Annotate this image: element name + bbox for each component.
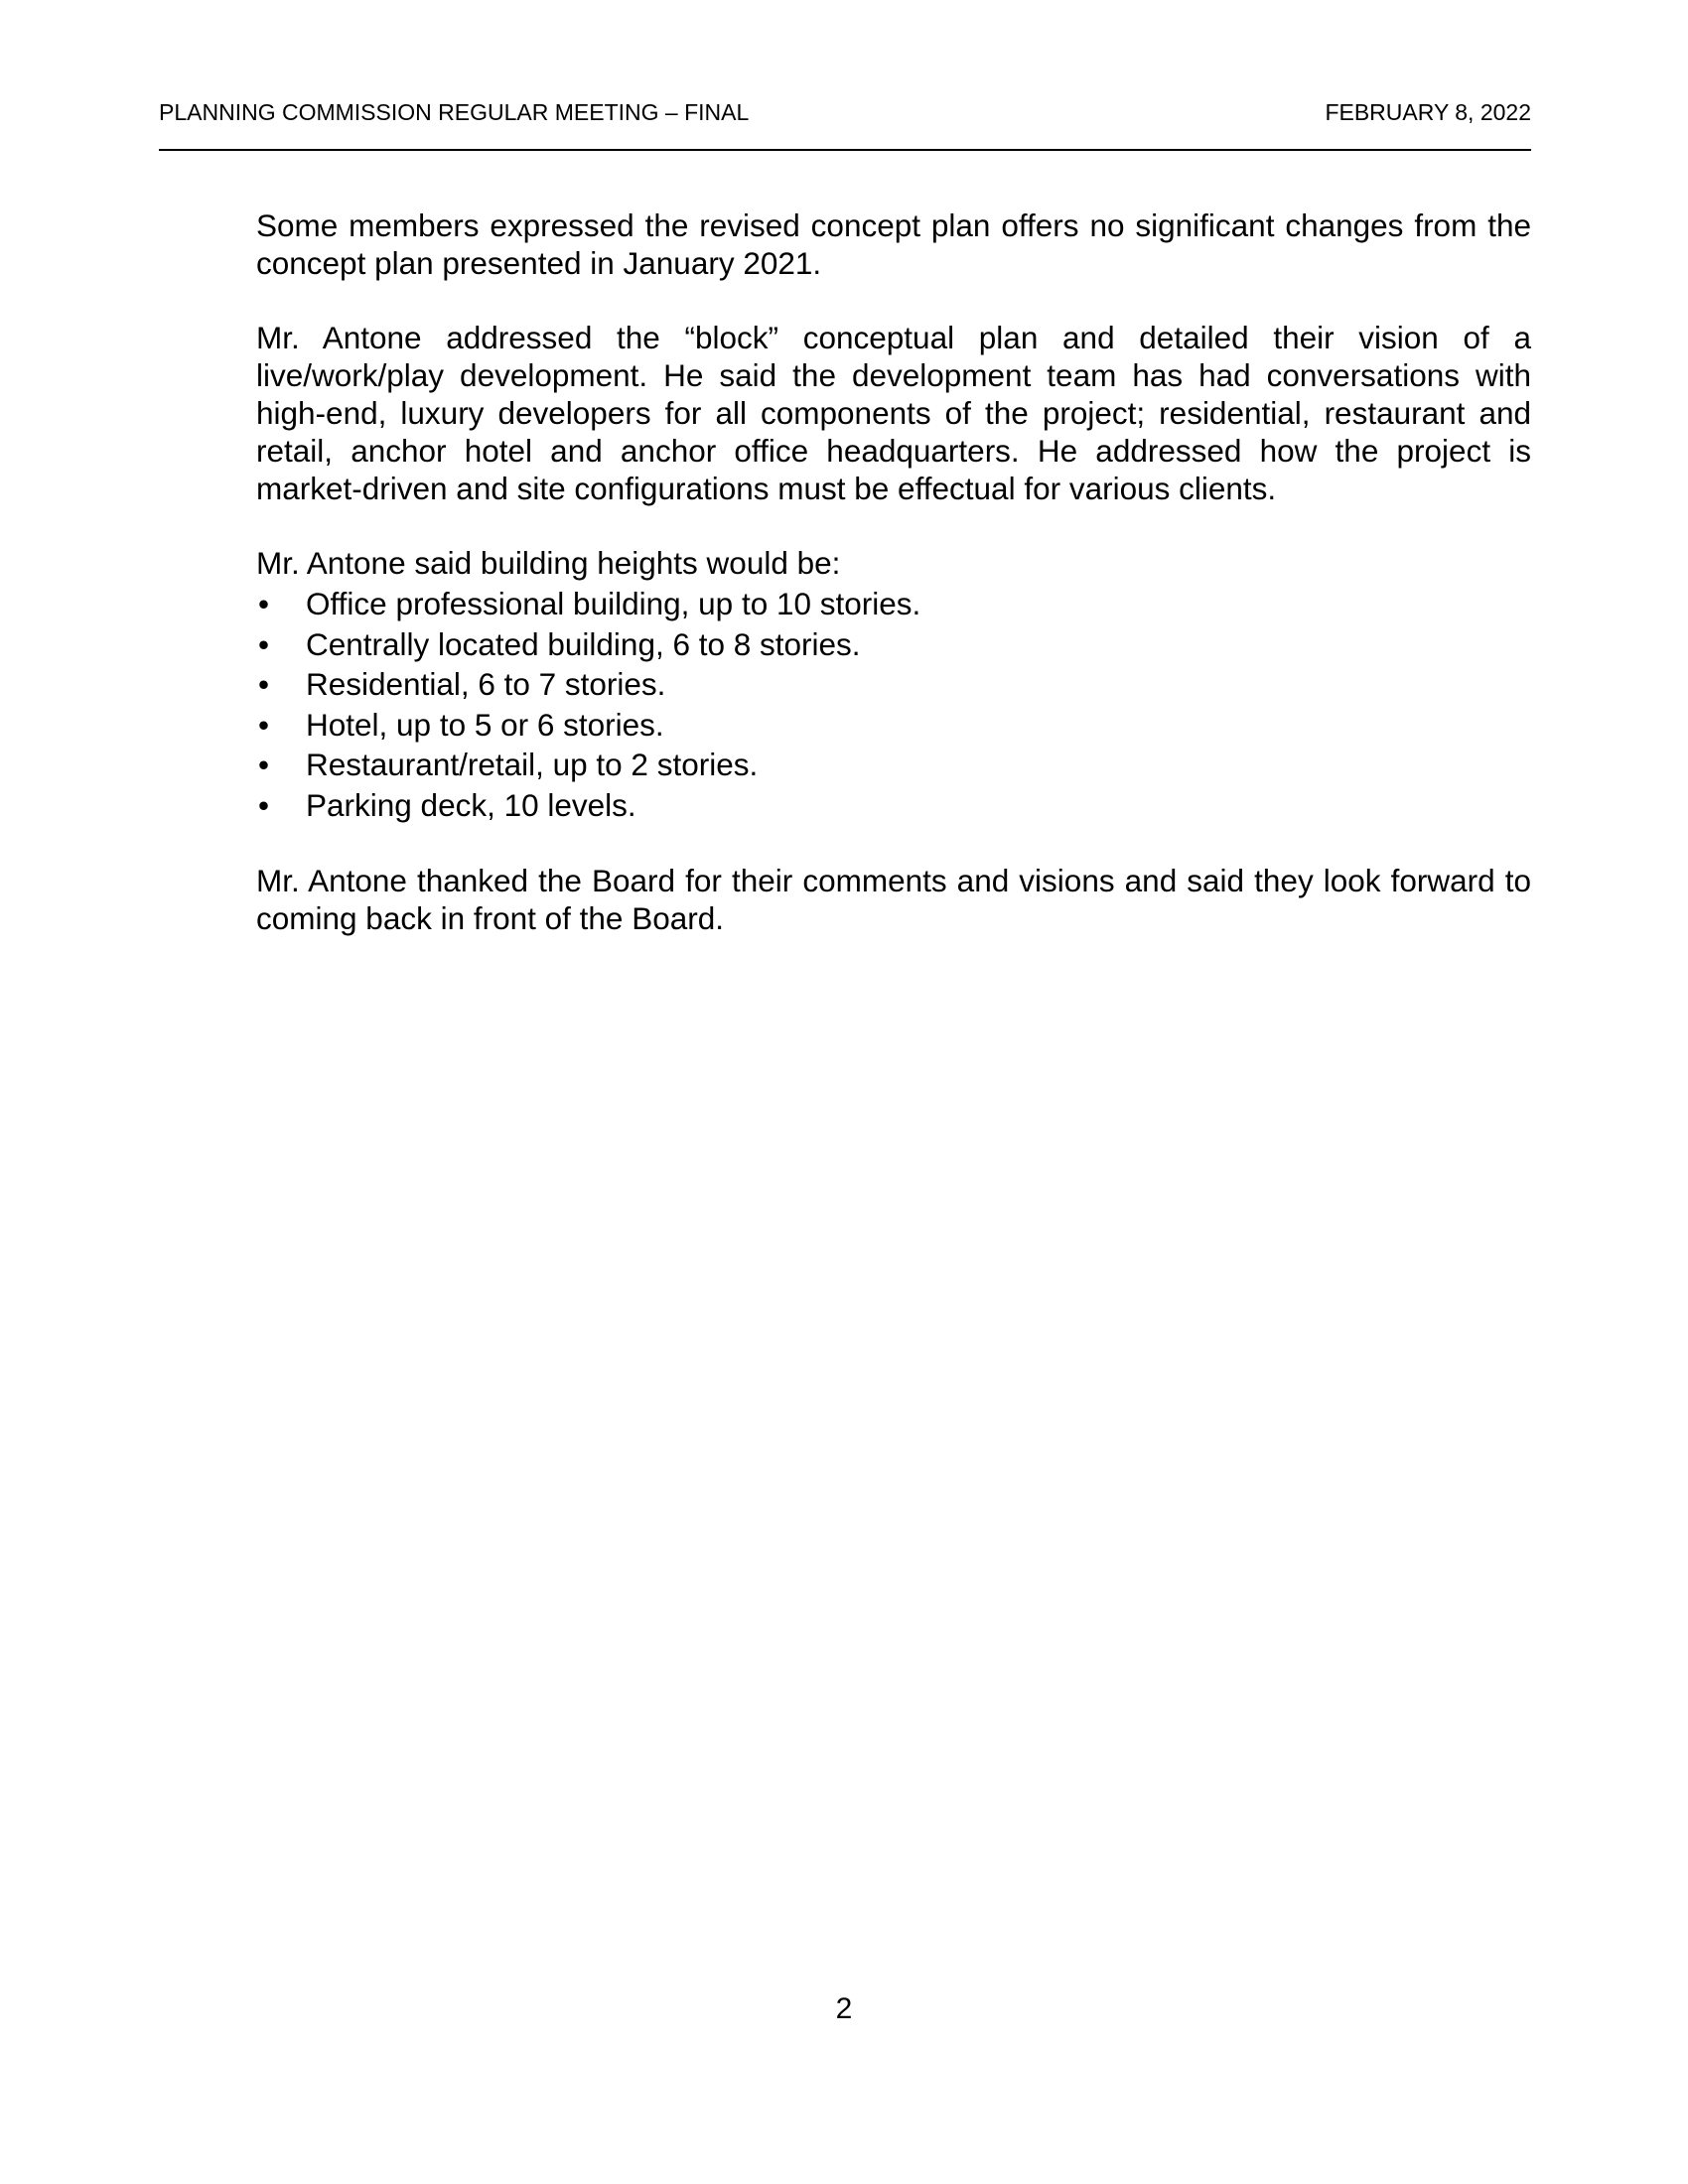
list-item <box>256 705 1531 746</box>
page-number: 2 <box>835 1992 853 2025</box>
header-title: PLANNING COMMISSION REGULAR MEETING – FINAL <box>159 99 750 125</box>
paragraph-building-heights-intro: Mr. Antone said building heights would be: <box>256 545 841 581</box>
list-item-text: Residential, 6 to 7 stories. <box>306 666 666 702</box>
building-heights-list <box>256 584 1531 825</box>
list-item-text: Hotel, up to 5 or 6 stories. <box>306 706 664 743</box>
list-item <box>256 664 1531 705</box>
document-body <box>256 206 1531 974</box>
list-item-text: Parking deck, 10 levels. <box>306 786 636 823</box>
header-divider <box>159 149 1531 151</box>
list-item <box>256 624 1531 665</box>
bullet-icon: • <box>258 706 270 743</box>
list-item <box>256 745 1531 785</box>
list-item <box>256 785 1531 826</box>
page-header <box>159 97 1531 127</box>
bullet-icon: • <box>258 625 270 662</box>
bullet-icon: • <box>258 586 270 621</box>
list-item-text: Restaurant/retail, up to 2 stories. <box>306 747 759 782</box>
list-item-text: Centrally located building, 6 to 8 stories. <box>306 625 861 662</box>
bullet-icon: • <box>258 786 270 823</box>
paragraph-closing: Mr. Antone thanked the Board for their comments and visions and said they look forward to coming back in front of the Board. <box>256 863 1531 936</box>
bullet-icon: • <box>258 666 270 702</box>
list-item <box>256 584 1531 624</box>
bullet-icon: • <box>258 747 270 782</box>
paragraph-block-plan: Mr. Antone addressed the “block” conceptual plan and detailed their vision of a live/work/play development. He said the development team has had conversations with high-end, luxury developers for all components of the project; residential, restaurant and retail, anchor hotel and anchor office headquarters. He addressed how the project is market-driven and site configurations must be effectual for various clients. <box>256 320 1531 506</box>
paragraph-revised-concept: Some members expressed the revised concept plan offers no significant changes from the concept plan presented in January 2021. <box>256 207 1531 281</box>
header-date: FEBRUARY 8, 2022 <box>1325 99 1531 125</box>
list-item-text: Office professional building, up to 10 stories. <box>306 586 921 621</box>
